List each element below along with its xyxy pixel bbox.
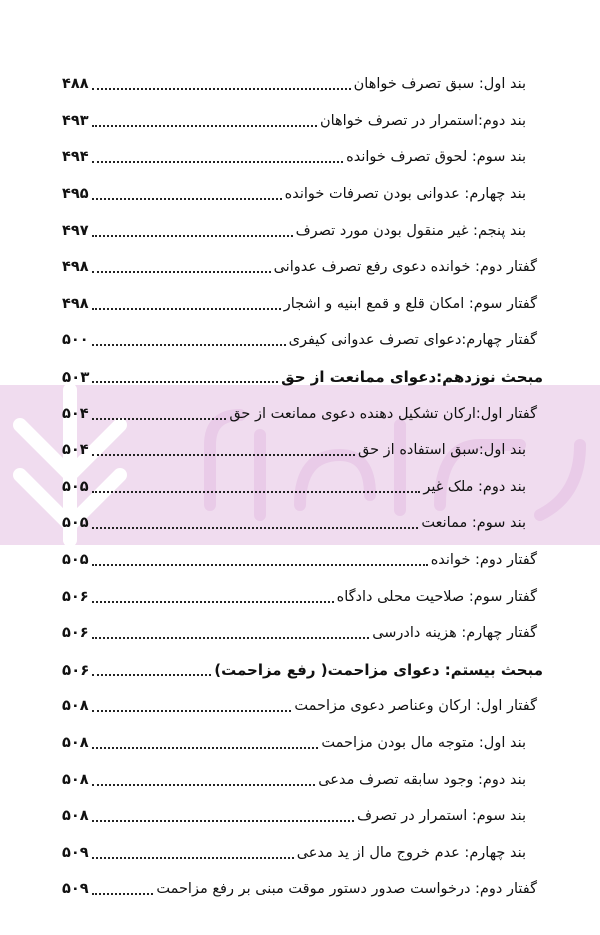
toc-entry[interactable] [0, 871, 600, 908]
toc-entry-title: بند چهارم: عدم خروج مال از ید مدعی [296, 844, 526, 861]
toc-entry-title: بند چهارم: عدوانی بودن تصرفات خوانده [284, 186, 526, 203]
dot-leader [92, 491, 421, 493]
toc-page-number: ۵۰۴ [62, 442, 89, 459]
toc-page-number: ۴۹۴ [62, 149, 89, 166]
dot-leader [92, 271, 271, 273]
toc-section-heading[interactable] [0, 652, 600, 689]
toc-page-number: ۴۸۸ [62, 76, 89, 93]
toc-entry-title: بند سوم: ممانعت [421, 515, 526, 532]
toc-entry[interactable] [0, 286, 600, 323]
dot-leader [92, 454, 355, 456]
toc-entry[interactable] [0, 432, 600, 469]
dot-leader [92, 308, 281, 310]
toc-entry[interactable] [0, 505, 600, 542]
toc-entry-title: گفتار اول:ارکان تشکیل دهنده دعوی ممانعت از حق [229, 405, 537, 422]
dot-leader [92, 235, 293, 237]
toc-entry[interactable] [0, 66, 600, 103]
toc-entry[interactable] [0, 395, 600, 432]
toc-entry[interactable] [0, 103, 600, 140]
dot-leader [92, 125, 317, 127]
toc-page-number: ۵۰۶ [62, 588, 89, 605]
toc-entry[interactable] [0, 725, 600, 762]
toc-page-number: ۵۰۸ [62, 771, 89, 788]
toc-entry-title: بند سوم: لحوق تصرف خوانده [346, 149, 526, 166]
dot-leader [92, 820, 354, 822]
toc-entry-title: بند اول: متوجه مال بودن مزاحمت [321, 734, 526, 751]
toc-entry-title: مبحث بیستم: دعوای مزاحمت( رفع مزاحمت) [214, 660, 543, 679]
toc-page-number: ۵۰۸ [62, 734, 89, 751]
dot-leader [92, 674, 211, 676]
toc-entry[interactable] [0, 688, 600, 725]
toc-page-number: ۵۰۸ [62, 698, 89, 715]
toc-entry[interactable] [0, 249, 600, 286]
toc-entry-title: گفتار اول: ارکان وعناصر دعوی مزاحمت [294, 698, 537, 715]
toc-entry[interactable] [0, 322, 600, 359]
toc-entry-title: بند اول:سبق استفاده از حق [358, 442, 526, 459]
dot-leader [92, 747, 319, 749]
toc-entry-title: گفتار سوم: صلاحیت محلی دادگاه [336, 588, 537, 605]
toc-page-number: ۵۰۵ [62, 552, 89, 569]
toc-page-number: ۵۰۹ [62, 881, 89, 898]
dot-leader [92, 527, 419, 529]
dot-leader [92, 344, 286, 346]
toc-entry[interactable] [0, 542, 600, 579]
toc-entry-title: بند اول: سبق تصرف خواهان [353, 76, 526, 93]
toc-entry[interactable] [0, 469, 600, 506]
toc-entry-title: بند دوم: ملک غیر [423, 478, 526, 495]
toc-page-number: ۴۹۸ [62, 295, 89, 312]
toc-page-number: ۵۰۸ [62, 808, 89, 825]
toc-entry-title: گفتار دوم: خوانده دعوی رفع تصرف عدوانی [273, 259, 537, 276]
toc-page-number: ۴۹۷ [62, 222, 89, 239]
dot-leader [92, 601, 334, 603]
toc-entry-title: مبحث نوزدهم:دعوای ممانعت از حق [281, 368, 543, 387]
toc-entry-title: بند دوم: وجود سابقه تصرف مدعی [318, 771, 526, 788]
toc-entry-title: گفتار دوم: خوانده [430, 552, 537, 569]
toc-entry[interactable] [0, 212, 600, 249]
toc-entry[interactable] [0, 615, 600, 652]
dot-leader [92, 564, 428, 566]
toc-entry[interactable] [0, 176, 600, 213]
toc-entry-title: گفتار دوم: درخواست صدور دستور موقت مبنی بر رفع مزاحمت [156, 881, 537, 898]
toc-page-number: ۵۰۰ [62, 332, 89, 349]
toc-entry-title: گفتار چهارم: هزینه دادرسی [372, 625, 537, 642]
toc-entry[interactable] [0, 139, 600, 176]
toc-entry-title: بند دوم:استمرار در تصرف خواهان [319, 112, 526, 129]
dot-leader [92, 857, 294, 859]
toc-entry[interactable] [0, 798, 600, 835]
toc-entry-title: بند پنجم: غیر منقول بودن مورد تصرف [295, 222, 526, 239]
toc-entry-title: بند سوم: استمرار در تصرف [356, 808, 526, 825]
dot-leader [92, 637, 370, 639]
dot-leader [92, 893, 154, 895]
toc-page-number: ۵۰۵ [62, 515, 89, 532]
toc-entry[interactable] [0, 761, 600, 798]
toc-entry[interactable] [0, 578, 600, 615]
table-of-contents [0, 66, 600, 908]
dot-leader [92, 418, 227, 420]
dot-leader [92, 198, 282, 200]
toc-entry[interactable] [0, 834, 600, 871]
dot-leader [92, 161, 344, 163]
dot-leader [92, 88, 351, 90]
toc-section-heading[interactable] [0, 359, 600, 396]
toc-page-number: ۵۰۵ [62, 478, 89, 495]
dot-leader [92, 710, 292, 712]
toc-page-number: ۴۹۵ [62, 186, 89, 203]
toc-page-number: ۵۰۶ [62, 660, 90, 679]
toc-page-number: ۴۹۸ [62, 259, 89, 276]
dot-leader [92, 784, 316, 786]
toc-page-number: ۴۹۳ [62, 112, 89, 129]
toc-entry-title: گفتار سوم: امکان قلع و قمع ابنیه و اشجار [283, 295, 537, 312]
toc-page-number: ۵۰۶ [62, 625, 89, 642]
toc-page-number: ۵۰۹ [62, 844, 89, 861]
toc-page-number: ۵۰۳ [62, 368, 90, 387]
dot-leader [92, 381, 278, 383]
toc-page-number: ۵۰۴ [62, 405, 89, 422]
toc-entry-title: گفتار چهارم:دعوای تصرف عدوانی کیفری [288, 332, 537, 349]
